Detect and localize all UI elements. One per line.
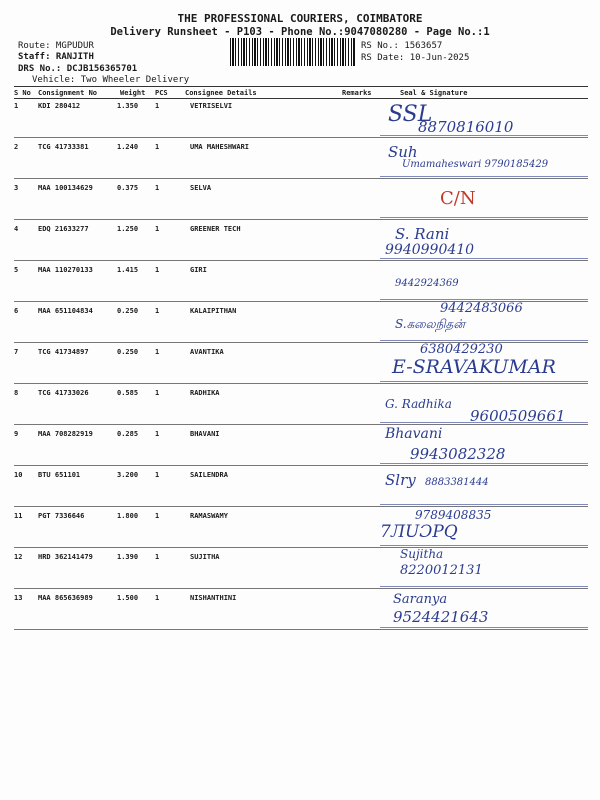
row-weight: 0.375 [117, 184, 139, 192]
row-consignee: SUJITHA [190, 553, 220, 561]
signature-handwriting: G. Radhika [385, 397, 452, 411]
signature-handwriting: 9442483066 [440, 301, 523, 316]
row-pcs: 1 [155, 348, 160, 356]
signature-handwriting: 8883381444 [425, 477, 489, 488]
row-weight: 1.250 [117, 225, 139, 233]
signature-handwriting: 9600509661 [470, 407, 566, 425]
barcode-image [230, 38, 355, 66]
row-pcs: 1 [155, 225, 160, 233]
row-consignment: KDI 280412 [38, 102, 81, 110]
row-weight: 0.250 [117, 307, 139, 315]
row-sno: 4 [14, 225, 19, 233]
row-sno: 5 [14, 266, 19, 274]
row-separator [14, 178, 588, 179]
row-separator [14, 465, 588, 466]
vehicle-label: Vehicle: Two Wheeler Delivery [32, 75, 190, 85]
row-pcs: 1 [155, 184, 160, 192]
signature-line [380, 545, 588, 546]
header-rule-top [14, 86, 588, 87]
row-sno: 9 [14, 430, 19, 438]
row-weight: 1.240 [117, 143, 139, 151]
rs-number: RS No.: 1563657 [361, 41, 443, 51]
route-label: Route: MGPUDUR [18, 41, 94, 51]
signature-handwriting: Bhavani [385, 426, 443, 442]
row-consignee: SELVA [190, 184, 212, 192]
row-consignee: RADHIKA [190, 389, 220, 397]
row-sno: 1 [14, 102, 19, 110]
signature-handwriting: Sujitha [400, 547, 444, 561]
row-consignee: UMA MAHESHWARI [190, 143, 250, 151]
row-weight: 1.415 [117, 266, 139, 274]
signature-handwriting: Umamaheswari 9790185429 [402, 159, 549, 170]
row-separator [14, 629, 588, 630]
row-consignee: SAILENDRA [190, 471, 228, 479]
row-separator [14, 219, 588, 220]
row-consignment: MAA 110270133 [38, 266, 93, 274]
row-weight: 0.250 [117, 348, 139, 356]
row-weight: 0.285 [117, 430, 139, 438]
signature-handwriting: E-SRAVAKUMAR [392, 356, 556, 378]
col-signature: Seal & Signature [400, 89, 468, 97]
row-sno: 8 [14, 389, 19, 397]
row-consignee: GREENER TECH [190, 225, 241, 233]
row-pcs: 1 [155, 512, 160, 520]
col-weight: Weight [120, 89, 146, 97]
signature-handwriting: 8220012131 [400, 563, 483, 578]
signature-handwriting: 9524421643 [393, 608, 489, 626]
row-weight: 3.200 [117, 471, 139, 479]
row-weight: 0.585 [117, 389, 139, 397]
row-weight: 1.350 [117, 102, 139, 110]
signature-line [380, 258, 588, 259]
row-sno: 11 [14, 512, 23, 520]
col-sno: S No [14, 89, 31, 97]
row-pcs: 1 [155, 471, 160, 479]
signature-handwriting: 7ЛUƆPQ [380, 522, 458, 542]
signature-handwriting: C/N [440, 188, 476, 209]
signature-line [380, 176, 588, 177]
row-consignee: NISHANTHINI [190, 594, 237, 602]
signature-line [380, 586, 588, 587]
row-separator [14, 547, 588, 548]
row-consignment: TCG 41733026 [38, 389, 89, 397]
signature-line [380, 299, 588, 300]
row-consignee: VETRISELVI [190, 102, 233, 110]
signature-line [380, 422, 588, 423]
row-sno: 13 [14, 594, 23, 602]
row-consignment: BTU 651101 [38, 471, 81, 479]
row-pcs: 1 [155, 266, 160, 274]
signature-line [380, 135, 588, 136]
row-consignee: GIRI [190, 266, 207, 274]
rs-date: RS Date: 10-Jun-2025 [361, 53, 470, 63]
row-separator [14, 137, 588, 138]
staff-label: Staff: RANJITH [18, 52, 94, 62]
header-rule-bottom [14, 98, 588, 99]
row-separator [14, 588, 588, 589]
signature-line [380, 463, 588, 464]
signature-handwriting: 9789408835 [415, 508, 492, 522]
row-separator [14, 260, 588, 261]
runsheet-title: Delivery Runsheet - P103 - Phone No.:9047080280 - Page No.:1 [110, 26, 490, 38]
row-separator [14, 506, 588, 507]
col-consignee: Consignee Details [185, 89, 257, 97]
row-pcs: 1 [155, 102, 160, 110]
row-weight: 1.390 [117, 553, 139, 561]
col-remarks: Remarks [342, 89, 372, 97]
col-consignment: Consignment No [38, 89, 98, 97]
signature-handwriting: SSL [388, 102, 433, 127]
row-separator [14, 424, 588, 425]
signature-line [380, 627, 588, 628]
row-consignee: KALAIPITHAN [190, 307, 237, 315]
row-pcs: 1 [155, 389, 160, 397]
row-weight: 1.800 [117, 512, 139, 520]
signature-handwriting: Suh [388, 143, 418, 161]
row-pcs: 1 [155, 594, 160, 602]
row-consignment: MAA 100134629 [38, 184, 93, 192]
row-sno: 10 [14, 471, 23, 479]
row-sno: 7 [14, 348, 19, 356]
drs-number: DRS No.: DCJB156365701 [18, 64, 138, 74]
signature-line [380, 381, 588, 382]
signature-handwriting: Slry [385, 471, 416, 489]
signature-handwriting: 9943082328 [410, 445, 506, 463]
signature-line [380, 217, 588, 218]
company-title: THE PROFESSIONAL COURIERS, COIMBATORE [177, 12, 423, 25]
row-consignee: AVANTIKA [190, 348, 224, 356]
row-pcs: 1 [155, 553, 160, 561]
signature-handwriting: 9940990410 [385, 242, 475, 258]
signature-handwriting: 9442924369 [395, 278, 459, 289]
row-consignment: MAA 651104834 [38, 307, 93, 315]
row-separator [14, 383, 588, 384]
signature-handwriting: S. Rani [395, 225, 450, 243]
row-sno: 3 [14, 184, 19, 192]
row-consignment: TCG 41733381 [38, 143, 89, 151]
row-sno: 2 [14, 143, 19, 151]
signature-line [380, 504, 588, 505]
row-sno: 12 [14, 553, 23, 561]
signature-handwriting: Saranya [393, 592, 448, 607]
row-sno: 6 [14, 307, 19, 315]
row-consignment: MAA 865636989 [38, 594, 93, 602]
row-consignment: EDQ 21633277 [38, 225, 89, 233]
signature-handwriting: 8870816010 [418, 118, 514, 136]
row-consignee: RAMASWAMY [190, 512, 228, 520]
row-consignee: BHAVANI [190, 430, 220, 438]
signature-line [380, 340, 588, 341]
row-pcs: 1 [155, 307, 160, 315]
row-consignment: MAA 708282919 [38, 430, 93, 438]
row-pcs: 1 [155, 430, 160, 438]
signature-handwriting: 6380429230 [420, 342, 503, 357]
row-consignment: PGT 7336646 [38, 512, 85, 520]
row-pcs: 1 [155, 143, 160, 151]
row-consignment: HRD 362141479 [38, 553, 93, 561]
col-pcs: PCS [155, 89, 168, 97]
signature-handwriting: S.கலைநிதன் [395, 317, 465, 331]
row-consignment: TCG 41734897 [38, 348, 89, 356]
row-weight: 1.500 [117, 594, 139, 602]
